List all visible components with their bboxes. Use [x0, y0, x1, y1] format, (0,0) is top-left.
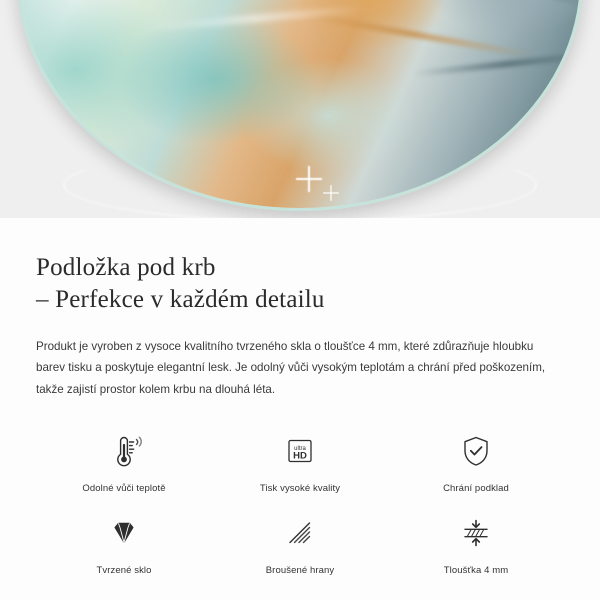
headline-line-2: – Perfekce v každém detailu [36, 286, 325, 313]
round-glass-pad [17, 0, 583, 211]
hero-image [0, 0, 600, 218]
feature-item [212, 428, 388, 494]
feature-item [212, 510, 388, 576]
feature-item [36, 428, 212, 494]
svg-text:ultra: ultra [294, 446, 306, 453]
feature-label: Odolné vůči teplotě [82, 483, 166, 495]
feature-label: Tisk vysoké kvality [259, 483, 341, 495]
feature-item [388, 428, 564, 494]
feature-label: Chrání podklad [443, 483, 509, 495]
feature-label: Broušené hrany [265, 565, 335, 577]
feature-item [36, 510, 212, 576]
feature-label: Tvrzené sklo [96, 565, 152, 577]
thermometer-icon [98, 428, 150, 474]
shield-check-icon [450, 428, 502, 474]
ultra-hd-icon [274, 428, 326, 474]
diamond-icon [98, 510, 150, 556]
feature-label: Tloušťka 4 mm [443, 565, 509, 577]
content-area [0, 218, 600, 576]
feature-grid [36, 428, 564, 576]
headline-line-1: Podložka pod krb [36, 254, 216, 281]
marble-pattern [20, 0, 580, 208]
svg-text:HD: HD [293, 450, 307, 462]
feature-item [388, 510, 564, 576]
description-paragraph: Produkt je vyroben z vysoce kvalitního tvrzeného skla o tloušťce 4 mm, které zdůrazňuje hloubku barev tisku a poskytuje elegantní lesk. Je odolný vůči vysokým teplotám a chrání před poškozením, takže zajistí prostor kolem krbu na dlouhá léta. [36, 340, 546, 396]
page-title [36, 252, 564, 316]
thickness-arrows-icon [450, 510, 502, 556]
polished-edges-icon [274, 510, 326, 556]
